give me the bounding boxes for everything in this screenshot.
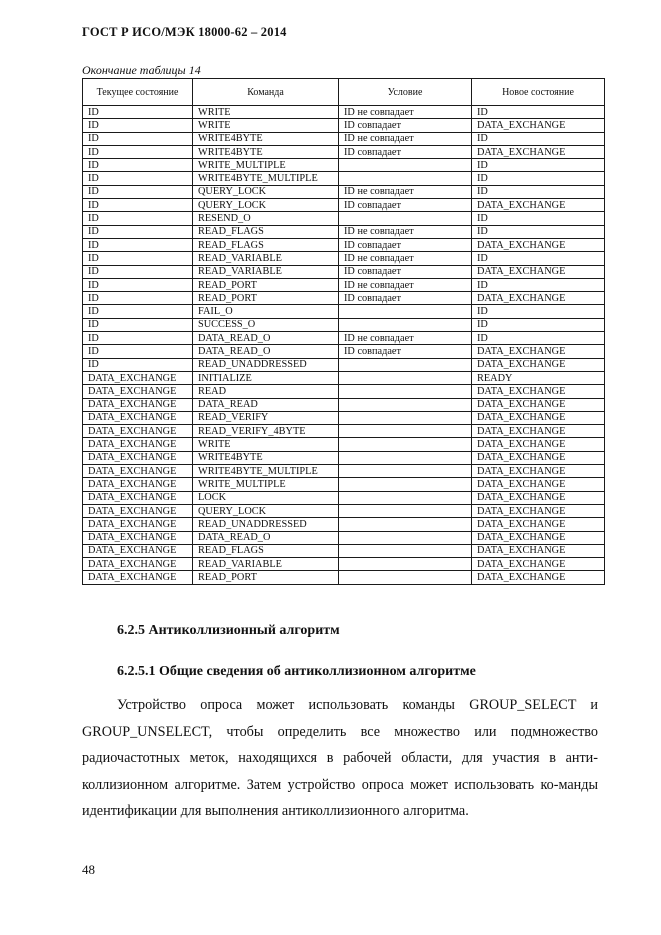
cell-current-state: DATA_EXCHANGE <box>83 425 193 438</box>
cell-current-state: ID <box>83 238 193 251</box>
body-paragraph: Устройство опроса может использовать команды GROUP_SELECT и GROUP_UNSELECT, чтобы определить все множество или подмножество радиочастотных меток, находящихся в рабочей области, для участия в анти-коллизионном алгоритме. Затем устройство опроса может использовать ко-манды идентификации для выполнения антиколлизионного алгоритма. <box>82 697 598 820</box>
table-row <box>83 106 605 119</box>
table-row <box>83 132 605 145</box>
table-row <box>83 185 605 198</box>
cell-current-state: ID <box>83 292 193 305</box>
cell-new-state: DATA_EXCHANGE <box>472 265 605 278</box>
cell-new-state: DATA_EXCHANGE <box>472 145 605 158</box>
table-row <box>83 571 605 584</box>
cell-current-state: ID <box>83 305 193 318</box>
column-header-condition: Условие <box>339 79 472 106</box>
cell-condition: ID совпадает <box>339 292 472 305</box>
cell-command: READ_VARIABLE <box>193 558 339 571</box>
cell-command: WRITE4BYTE <box>193 145 339 158</box>
cell-current-state: DATA_EXCHANGE <box>83 478 193 491</box>
cell-command: READ_PORT <box>193 571 339 584</box>
cell-new-state: ID <box>472 225 605 238</box>
document-header: ГОСТ Р ИСО/МЭК 18000-62 – 2014 <box>82 25 287 39</box>
cell-command: READ_PORT <box>193 292 339 305</box>
cell-condition <box>339 411 472 424</box>
cell-condition <box>339 478 472 491</box>
table-row <box>83 292 605 305</box>
cell-current-state: DATA_EXCHANGE <box>83 518 193 531</box>
cell-condition: ID не совпадает <box>339 332 472 345</box>
section-heading: 6.2.5 Антиколлизионный алгоритм <box>117 623 340 638</box>
cell-command: WRITE_MULTIPLE <box>193 478 339 491</box>
cell-condition: ID совпадает <box>339 345 472 358</box>
table-row <box>83 531 605 544</box>
table-row <box>83 225 605 238</box>
cell-condition: ID совпадает <box>339 265 472 278</box>
table-row <box>83 332 605 345</box>
cell-command: READ_VARIABLE <box>193 265 339 278</box>
table-row <box>83 305 605 318</box>
cell-new-state: READY <box>472 371 605 384</box>
table-row <box>83 544 605 557</box>
table-row <box>83 318 605 331</box>
cell-new-state: DATA_EXCHANGE <box>472 531 605 544</box>
cell-current-state: ID <box>83 265 193 278</box>
cell-condition: ID не совпадает <box>339 132 472 145</box>
cell-current-state: ID <box>83 172 193 185</box>
cell-condition <box>339 358 472 371</box>
cell-current-state: DATA_EXCHANGE <box>83 465 193 478</box>
cell-condition <box>339 451 472 464</box>
cell-condition <box>339 544 472 557</box>
cell-condition <box>339 491 472 504</box>
cell-current-state: ID <box>83 212 193 225</box>
cell-new-state: DATA_EXCHANGE <box>472 292 605 305</box>
cell-new-state: ID <box>472 172 605 185</box>
table-row <box>83 345 605 358</box>
cell-new-state: ID <box>472 212 605 225</box>
table-row <box>83 252 605 265</box>
cell-new-state: ID <box>472 106 605 119</box>
cell-condition: ID не совпадает <box>339 106 472 119</box>
table-row <box>83 478 605 491</box>
cell-command: RESEND_O <box>193 212 339 225</box>
cell-current-state: ID <box>83 358 193 371</box>
column-header-current-state: Текущее состояние <box>83 79 193 106</box>
cell-new-state: DATA_EXCHANGE <box>472 398 605 411</box>
table-row <box>83 504 605 517</box>
cell-condition: ID не совпадает <box>339 185 472 198</box>
cell-command: READ_VARIABLE <box>193 252 339 265</box>
cell-condition <box>339 318 472 331</box>
cell-new-state: DATA_EXCHANGE <box>472 478 605 491</box>
cell-current-state: ID <box>83 119 193 132</box>
cell-command: READ_FLAGS <box>193 225 339 238</box>
cell-condition <box>339 398 472 411</box>
cell-new-state: DATA_EXCHANGE <box>472 411 605 424</box>
cell-condition <box>339 465 472 478</box>
cell-current-state: DATA_EXCHANGE <box>83 531 193 544</box>
cell-command: DATA_READ_O <box>193 531 339 544</box>
cell-new-state: ID <box>472 185 605 198</box>
cell-condition: ID не совпадает <box>339 278 472 291</box>
cell-current-state: DATA_EXCHANGE <box>83 398 193 411</box>
cell-condition <box>339 438 472 451</box>
cell-new-state: ID <box>472 332 605 345</box>
cell-current-state: DATA_EXCHANGE <box>83 571 193 584</box>
cell-condition <box>339 159 472 172</box>
cell-current-state: ID <box>83 318 193 331</box>
table-row <box>83 371 605 384</box>
table-row <box>83 199 605 212</box>
table-caption: Окончание таблицы 14 <box>82 63 201 77</box>
cell-new-state: DATA_EXCHANGE <box>472 504 605 517</box>
table-row <box>83 558 605 571</box>
cell-condition: ID совпадает <box>339 119 472 132</box>
cell-current-state: DATA_EXCHANGE <box>83 558 193 571</box>
cell-command: READ_FLAGS <box>193 544 339 557</box>
cell-new-state: ID <box>472 305 605 318</box>
table-row <box>83 212 605 225</box>
cell-current-state: DATA_EXCHANGE <box>83 491 193 504</box>
cell-new-state: DATA_EXCHANGE <box>472 518 605 531</box>
cell-current-state: DATA_EXCHANGE <box>83 371 193 384</box>
table-header-row <box>83 79 605 106</box>
cell-command: DATA_READ_O <box>193 332 339 345</box>
cell-current-state: ID <box>83 345 193 358</box>
cell-command: LOCK <box>193 491 339 504</box>
cell-current-state: ID <box>83 225 193 238</box>
cell-condition <box>339 385 472 398</box>
table-row <box>83 438 605 451</box>
cell-command: WRITE_MULTIPLE <box>193 159 339 172</box>
table-row <box>83 358 605 371</box>
cell-command: WRITE4BYTE_MULTIPLE <box>193 465 339 478</box>
cell-command: WRITE <box>193 106 339 119</box>
table-row <box>83 159 605 172</box>
cell-new-state: DATA_EXCHANGE <box>472 491 605 504</box>
cell-current-state: DATA_EXCHANGE <box>83 451 193 464</box>
cell-command: READ <box>193 385 339 398</box>
cell-command: DATA_READ_O <box>193 345 339 358</box>
subsection-heading: 6.2.5.1 Общие сведения об антиколлизионном алгоритме <box>117 664 476 679</box>
cell-current-state: ID <box>83 199 193 212</box>
cell-current-state: DATA_EXCHANGE <box>83 385 193 398</box>
cell-current-state: DATA_EXCHANGE <box>83 438 193 451</box>
cell-new-state: ID <box>472 252 605 265</box>
cell-new-state: DATA_EXCHANGE <box>472 558 605 571</box>
table-row <box>83 119 605 132</box>
cell-new-state: DATA_EXCHANGE <box>472 425 605 438</box>
cell-condition: ID не совпадает <box>339 225 472 238</box>
column-header-new-state: Новое состояние <box>472 79 605 106</box>
cell-new-state: ID <box>472 159 605 172</box>
page-number: 48 <box>82 862 95 877</box>
table-row <box>83 172 605 185</box>
cell-new-state: DATA_EXCHANGE <box>472 465 605 478</box>
cell-new-state: DATA_EXCHANGE <box>472 345 605 358</box>
cell-condition <box>339 531 472 544</box>
table-row <box>83 518 605 531</box>
table-row <box>83 465 605 478</box>
cell-new-state: DATA_EXCHANGE <box>472 544 605 557</box>
cell-command: DATA_READ <box>193 398 339 411</box>
table-row <box>83 451 605 464</box>
cell-condition: ID не совпадает <box>339 252 472 265</box>
cell-condition <box>339 425 472 438</box>
cell-condition <box>339 172 472 185</box>
cell-new-state: DATA_EXCHANGE <box>472 238 605 251</box>
cell-new-state: DATA_EXCHANGE <box>472 358 605 371</box>
cell-current-state: DATA_EXCHANGE <box>83 504 193 517</box>
cell-command: WRITE4BYTE <box>193 451 339 464</box>
cell-current-state: ID <box>83 159 193 172</box>
cell-command: QUERY_LOCK <box>193 199 339 212</box>
cell-new-state: ID <box>472 278 605 291</box>
cell-condition: ID совпадает <box>339 145 472 158</box>
cell-condition <box>339 305 472 318</box>
state-transition-table <box>82 78 605 585</box>
cell-command: READ_UNADDRESSED <box>193 358 339 371</box>
cell-command: WRITE4BYTE_MULTIPLE <box>193 172 339 185</box>
table-row <box>83 385 605 398</box>
cell-command: READ_UNADDRESSED <box>193 518 339 531</box>
table-row <box>83 238 605 251</box>
cell-new-state: DATA_EXCHANGE <box>472 571 605 584</box>
cell-condition <box>339 371 472 384</box>
cell-command: INITIALIZE <box>193 371 339 384</box>
cell-command: READ_FLAGS <box>193 238 339 251</box>
cell-current-state: ID <box>83 252 193 265</box>
table-row <box>83 491 605 504</box>
table-row <box>83 278 605 291</box>
table-row <box>83 425 605 438</box>
cell-current-state: ID <box>83 332 193 345</box>
cell-new-state: ID <box>472 132 605 145</box>
table-row <box>83 265 605 278</box>
cell-current-state: DATA_EXCHANGE <box>83 411 193 424</box>
cell-command: QUERY_LOCK <box>193 504 339 517</box>
cell-condition <box>339 571 472 584</box>
cell-current-state: ID <box>83 278 193 291</box>
cell-new-state: DATA_EXCHANGE <box>472 451 605 464</box>
cell-command: READ_VERIFY <box>193 411 339 424</box>
cell-new-state: DATA_EXCHANGE <box>472 385 605 398</box>
cell-current-state: ID <box>83 132 193 145</box>
cell-new-state: ID <box>472 318 605 331</box>
cell-condition <box>339 212 472 225</box>
cell-command: WRITE4BYTE <box>193 132 339 145</box>
table-row <box>83 145 605 158</box>
cell-condition <box>339 518 472 531</box>
cell-command: FAIL_O <box>193 305 339 318</box>
cell-command: READ_VERIFY_4BYTE <box>193 425 339 438</box>
cell-new-state: DATA_EXCHANGE <box>472 438 605 451</box>
table-row <box>83 398 605 411</box>
cell-current-state: ID <box>83 106 193 119</box>
cell-current-state: ID <box>83 185 193 198</box>
cell-new-state: DATA_EXCHANGE <box>472 119 605 132</box>
cell-command: WRITE <box>193 119 339 132</box>
cell-command: SUCCESS_O <box>193 318 339 331</box>
cell-current-state: DATA_EXCHANGE <box>83 544 193 557</box>
cell-current-state: ID <box>83 145 193 158</box>
cell-condition: ID совпадает <box>339 238 472 251</box>
table-row <box>83 411 605 424</box>
cell-condition <box>339 558 472 571</box>
cell-new-state: DATA_EXCHANGE <box>472 199 605 212</box>
cell-condition <box>339 504 472 517</box>
cell-command: READ_PORT <box>193 278 339 291</box>
column-header-command: Команда <box>193 79 339 106</box>
cell-command: WRITE <box>193 438 339 451</box>
cell-condition: ID совпадает <box>339 199 472 212</box>
cell-command: QUERY_LOCK <box>193 185 339 198</box>
